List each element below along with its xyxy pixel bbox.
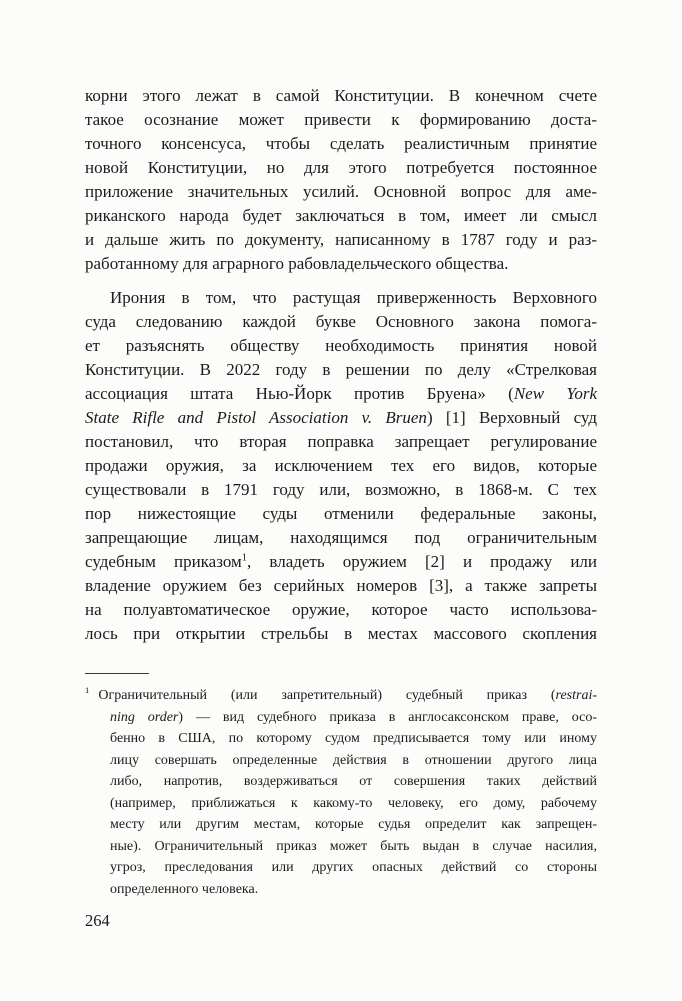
text-line: и дальше жить по документу, написанному в 1787 году и раз- (85, 230, 597, 249)
text-segment: судебным приказом (85, 552, 242, 571)
footnote-line (85, 685, 597, 707)
text-line: суда следованию каждой букве Основного закона помога- (85, 312, 597, 331)
footnote-line (110, 707, 597, 729)
footnote-line: определенного человека. (110, 881, 259, 897)
text-line: такое осознание может привести к формированию доста- (85, 110, 597, 129)
text-segment: ) — вид судебного приказа в англосаксонском праве, осо- (178, 709, 597, 725)
page-number: 264 (85, 911, 110, 930)
footnote-line: либо, напротив, воздерживаться от совершения таких действий (110, 774, 597, 789)
text-line: лось при открытии стрельбы в местах массового скопления (85, 624, 597, 643)
text-line: Конституции. В 2022 году в решении по делу «Стрелковая (85, 360, 597, 379)
footnote-separator (85, 673, 149, 674)
text-line: постановил, что вторая поправка запрещает регулирование (85, 432, 597, 451)
text-line (85, 382, 597, 406)
paragraph-1 (85, 84, 597, 276)
text-line: Ирония в том, что растущая приверженность Верховного (110, 288, 597, 307)
text-line: приложение значительных усилий. Основной вопрос для аме- (85, 182, 597, 201)
text-line: точного консенсуса, чтобы сделать реалистичным принятие (85, 134, 597, 153)
text-line: владение оружием без серийных номеров [3], а также запреты (85, 576, 597, 595)
text-segment: ассоциация штата Нью-Йорк против Бруена» ( (85, 384, 514, 403)
text-line (85, 406, 597, 430)
footnote-line: ные). Ограничительный приказ может быть выдан в случае насилия, (110, 838, 597, 854)
text-line: новой Конституции, но для этого потребуется постоянное (85, 158, 597, 177)
footnote-line: (например, приближаться к какому-то человеку, его дому, рабочему (110, 795, 597, 811)
text-line: запрещающие лицам, находящимся под ограничительным (85, 528, 597, 547)
footnote-marker: 1 (85, 685, 90, 696)
text-line: пор нижестоящие суды отменили федеральные законы, (85, 504, 597, 523)
text-line (85, 550, 597, 574)
footnote-line: лицу совершать определенные действия в отношении другого лица (110, 752, 597, 768)
text-line: на полуавтоматическое оружие, которое часто использова- (85, 600, 597, 619)
text-line: существовали в 1791 году или, возможно, в 1868-м. С тех (85, 480, 597, 499)
text-segment-italic: ning order (110, 709, 179, 725)
text-segment-italic: restrai- (555, 688, 597, 703)
footnote-line: месту или другим местам, которые судья определит как запрещен- (110, 817, 597, 832)
text-line: работанному для аграрного рабовладельческого общества. (85, 254, 509, 273)
text-segment-italic: State Rifle and Pistol Association v. Bruen (85, 408, 427, 427)
footnote-line: бенно в США, по которому судом предписывается тому или иному (110, 731, 597, 746)
text-segment: , владеть оружием [2] и продажу или (247, 552, 597, 571)
text-line: ет разъяснять обществу необходимость принятия новой (85, 336, 597, 355)
text-segment-italic: New York (513, 384, 597, 403)
footnote-reference: 1 (241, 552, 248, 564)
footnote-line: угроз, преследования или других опасных действий со стороны (110, 860, 597, 875)
text-line: продажи оружия, за исключением тех его видов, которые (85, 456, 597, 475)
text-line: риканского народа будет заключаться в том, имеет ли смысл (85, 206, 597, 225)
text-segment: ) [1] Верховный суд (426, 408, 597, 427)
text-segment: Ограничительный (или запретительный) судебный приказ ( (98, 688, 556, 703)
text-line: корни этого лежат в самой Конституции. В конечном счете (85, 86, 597, 105)
paragraph-2 (85, 286, 597, 646)
footnote (85, 685, 597, 900)
